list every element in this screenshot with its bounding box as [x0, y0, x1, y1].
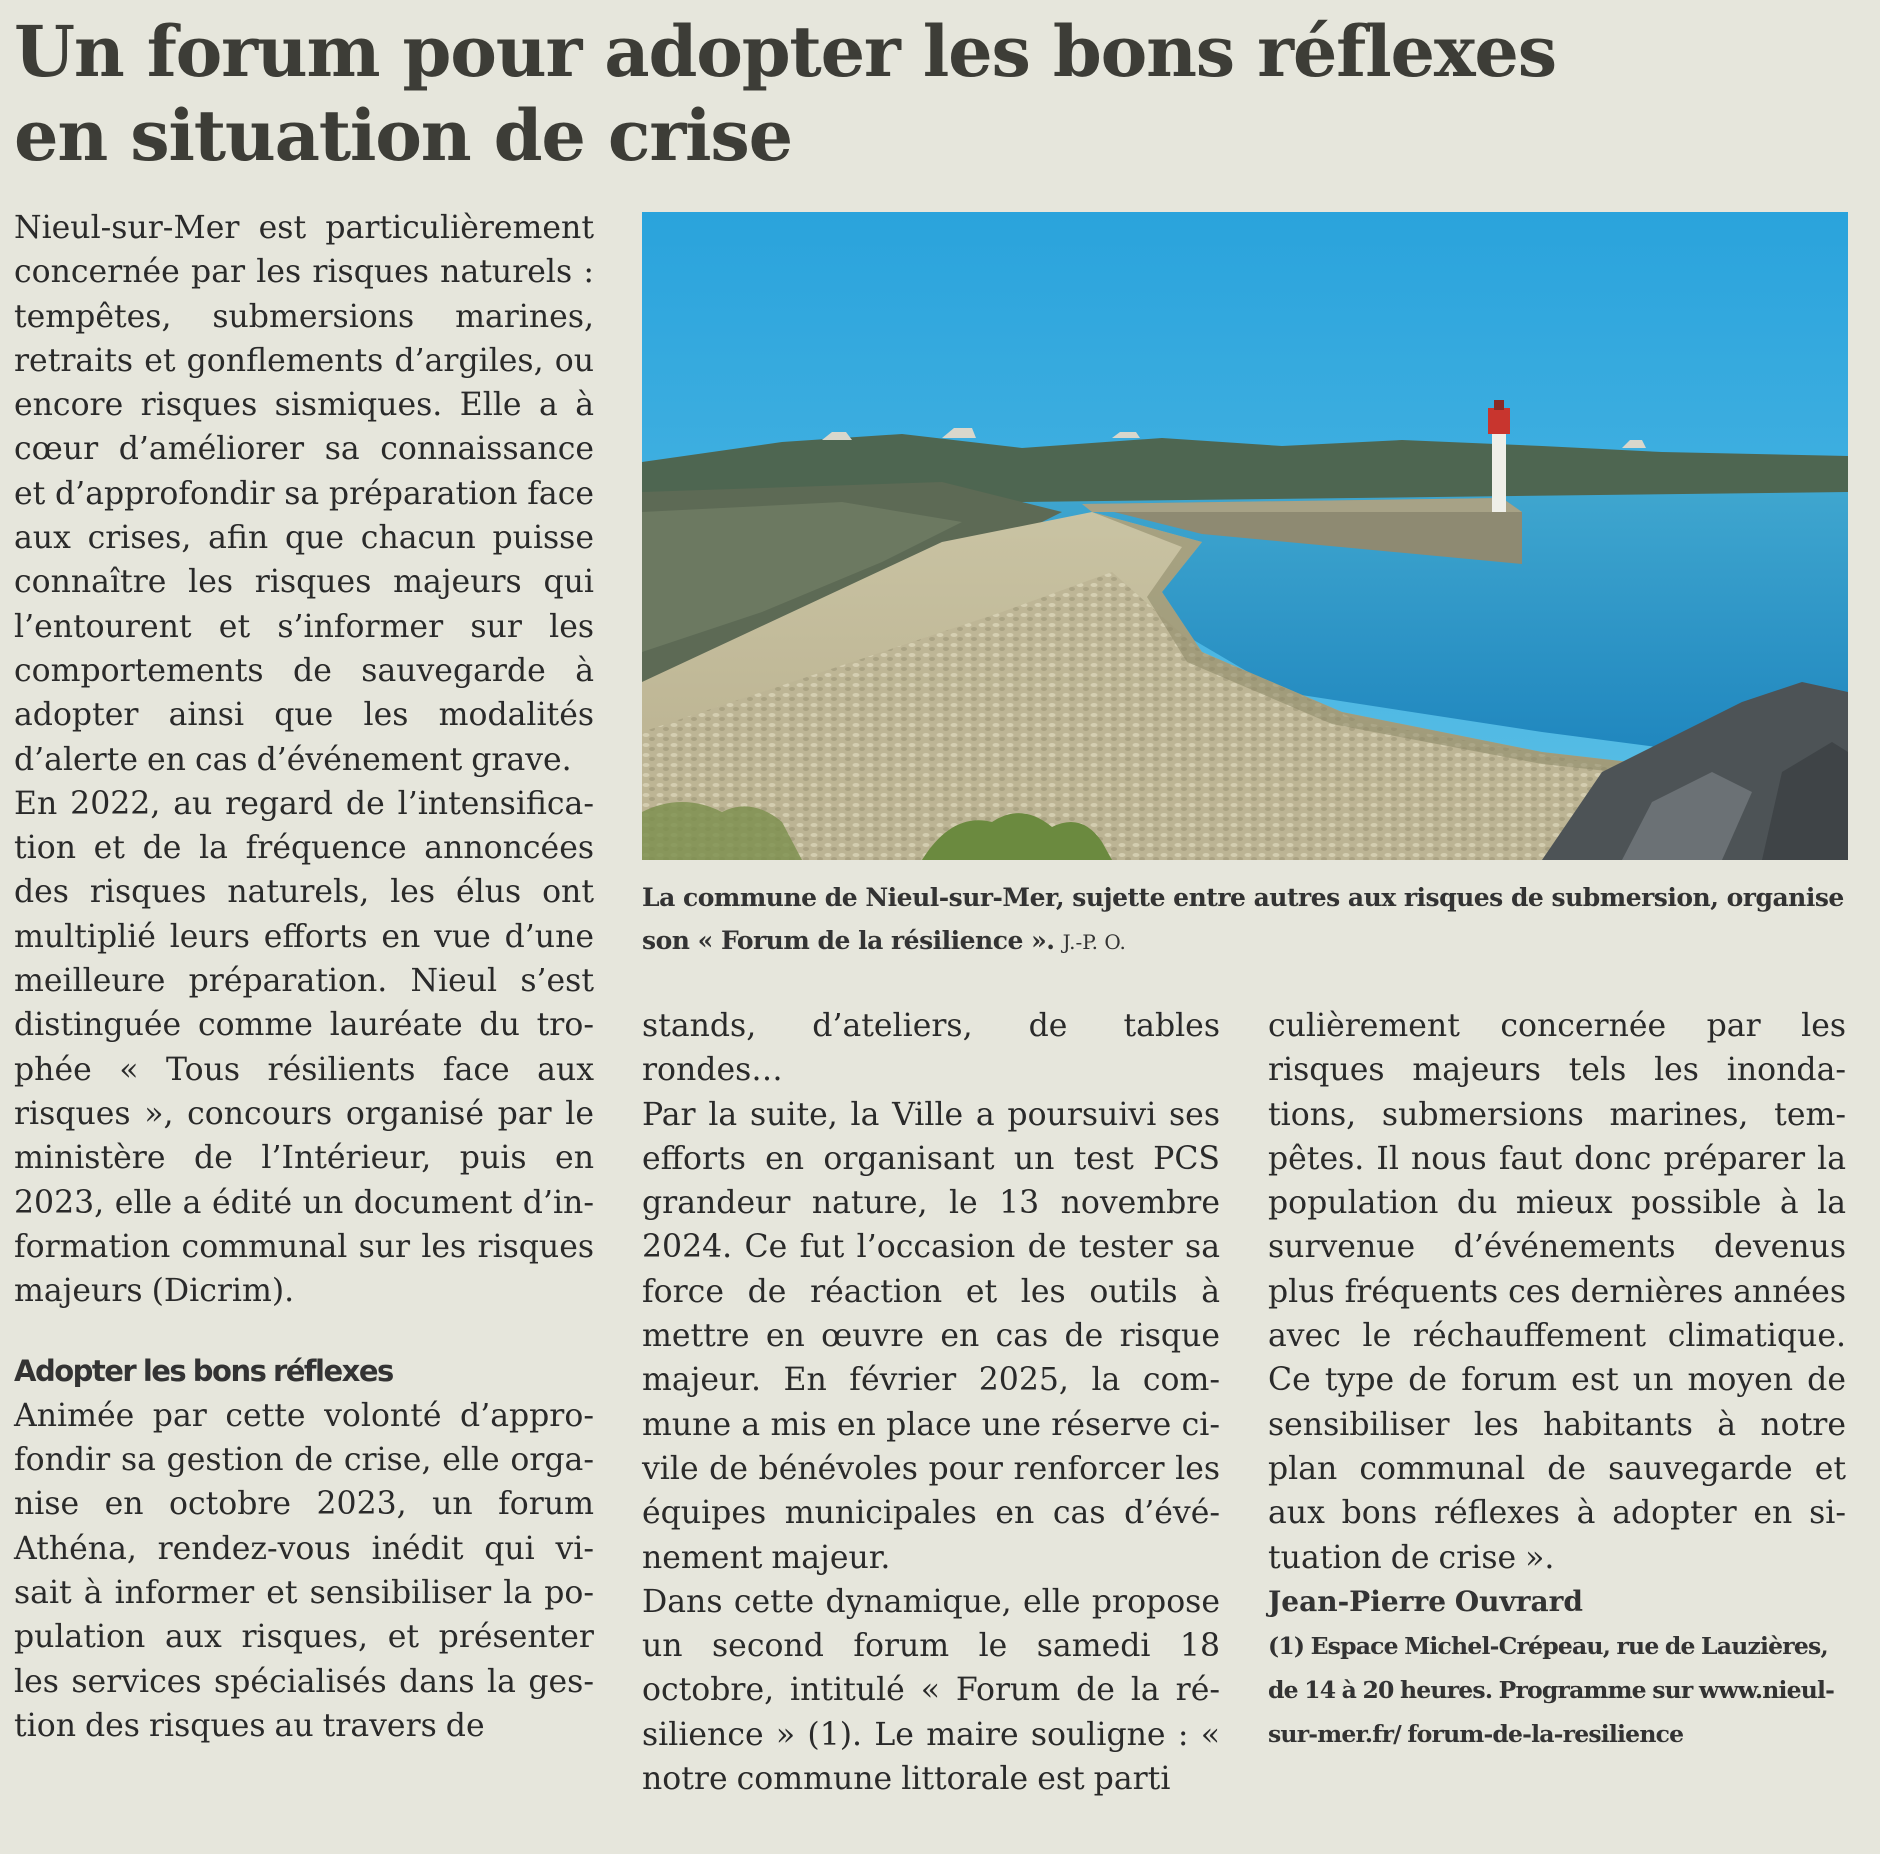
photo-caption	[642, 876, 1848, 964]
paragraph-athena-forum: Animée par cette volonté d’approfondir sa gestion de crise, elle organise en octobre 2023, un forum Athéna, rendez-vous inédit qui visait à informer et sensibiliser la population aux risques, et présenter les services spécialisés dans la gestion des risques au travers de	[14, 1397, 594, 1744]
paragraph-intro: Nieul-sur-Mer est particulièrement concernée par les risques naturels : tempêtes, submersions marines, retraits et gonflements d’argiles, ou encore risques sismiques. Elle a à cœur d’améliorer sa connaissance et d’approfondir sa préparation face aux crises, afin que chacun puisse connaître les risques majeurs qui l’entourent et s’informer sur les comportements de sauvegarde à adopter ainsi que les modalités d’alerte en cas d’événement grave.	[14, 210, 594, 778]
paragraph-mayor-quote: culièrement concernée par les risques majeurs tels les inondations, submersions marines, tempêtes. Il nous faut donc préparer la population du mieux possible à la survenue d’événements devenus plus fréquents ces dernières années avec le réchauffement climatique. Ce type de forum est un moyen de sensibiliser les habitants à notre plan communal de sauvegarde et aux bons réflexes à adopter en situation de crise ».	[1268, 1008, 1846, 1576]
paragraph-stands: stands, d’ateliers, de tables rondes…	[642, 1008, 1220, 1089]
article-column-1	[14, 206, 594, 1748]
section-subhead: Adopter les bons réflexes	[14, 1354, 393, 1389]
headline	[14, 10, 1654, 178]
paragraph-2022: En 2022, au regard de l’intensification et de la fréquence annoncées des risques naturels, les élus ont multiplié leurs efforts en vue d’une meilleure préparation. Nieul s’est distinguée comme lauréate du trophée « Tous résilients face aux risques », concours organisé par le ministère de l’Intérieur, puis en 2023, elle a édité un document d’information communal sur les risques majeurs (Dicrim).	[14, 785, 594, 1310]
caption-text: La commune de Nieul-sur-Mer, sujette entre autres aux risques de submersion, organise son « Forum de la résilience ».	[642, 883, 1844, 955]
coastline-photo-image	[642, 212, 1848, 860]
headline-line-2: en situation de crise	[14, 94, 792, 177]
article-column-2	[642, 1004, 1220, 1801]
photo-credit: J.-P. O.	[1062, 930, 1126, 954]
headline-line-1: Un forum pour adopter les bons réflexes	[14, 10, 1556, 93]
event-footnote: (1) Espace Michel-Crépeau, rue de Lauzières, de 14 à 20 heures. Programme sur www.nieul-sur-mer.fr/ forum-de-la-resilience	[1268, 1631, 1835, 1748]
author-byline: Jean-Pierre Ouvrard	[1268, 1584, 1583, 1618]
paragraph-second-forum: Dans cette dynamique, elle propose un second forum le samedi 18 octobre, intitulé « Forum de la résilience » (1). Le maire souligne : « notre commune littorale est parti	[642, 1583, 1220, 1798]
paragraph-pcs-test: Par la suite, la Ville a poursuivi ses efforts en organisant un test PCS grandeur nature, le 13 novembre 2024. Ce fut l’occasion de tester sa force de réaction et les outils à mettre en œuvre en cas de risque majeur. En février 2025, la commune a mis en place une réserve civile de bénévoles pour renforcer les équipes municipales en cas d’événement majeur.	[642, 1096, 1220, 1576]
article-column-3	[1268, 1004, 1846, 1756]
coastline-photo	[642, 212, 1848, 860]
